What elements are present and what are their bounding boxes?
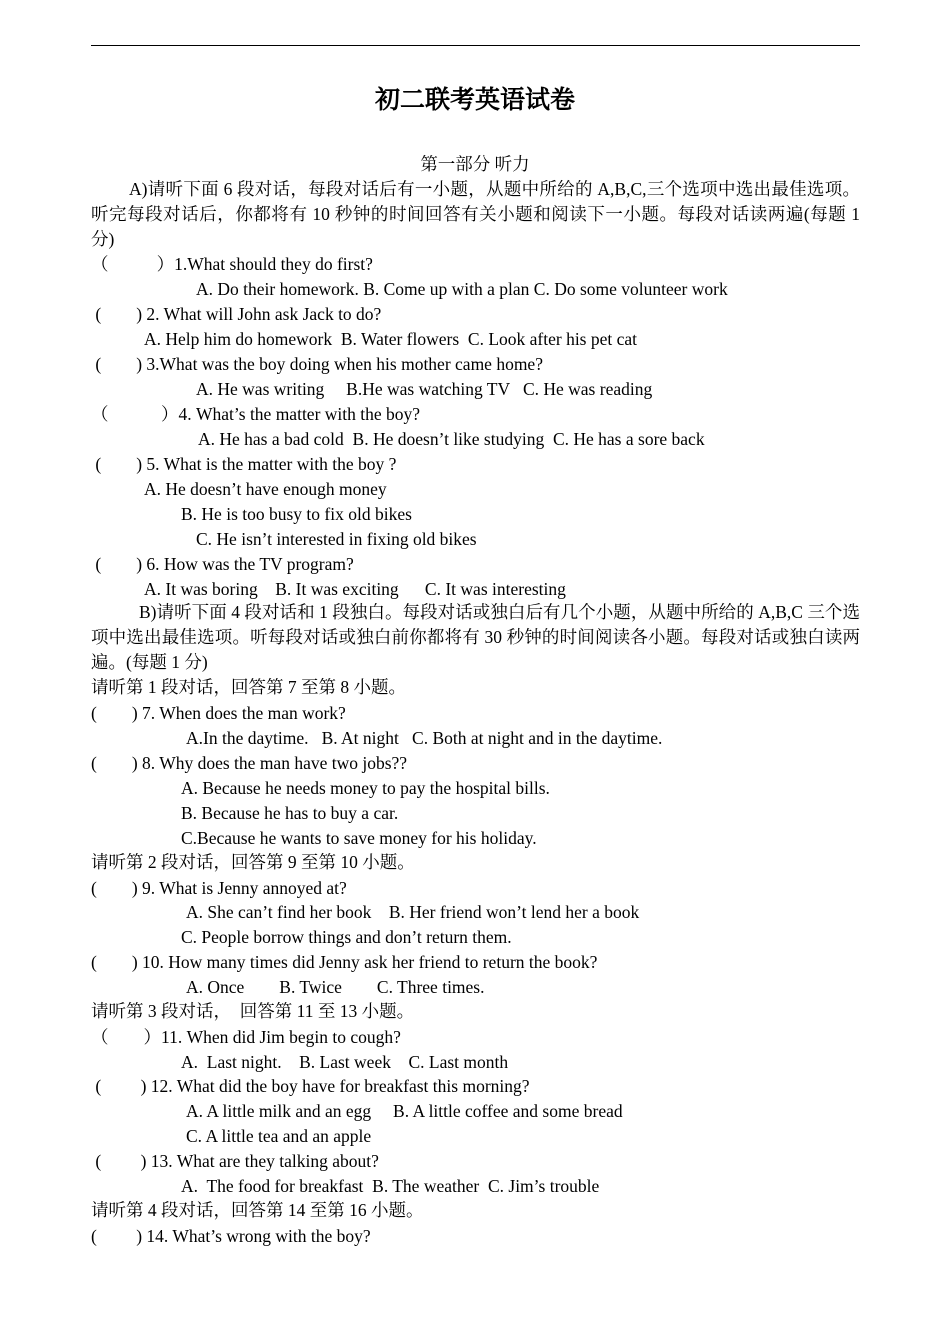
q8-option-c: C.Because he wants to save money for his holiday.	[181, 828, 537, 848]
q4-stem: （ ）4. What’s the matter with the boy?	[91, 404, 421, 424]
q12-stem: ( ) 12. What did the boy have for breakfast this morning?	[91, 1076, 530, 1096]
q14-stem: ( ) 14. What’s wrong with the boy?	[91, 1226, 371, 1246]
q12-option-c: C. A little tea and an apple	[186, 1126, 372, 1146]
q5-option-c: C. He isn’t interested in fixing old bikes	[196, 529, 477, 549]
section-b-instructions: B)请听下面 4 段对话和 1 段独白。每段对话或独白后有几个小题，从题中所给的 A,B,C 三个选项中选出最佳选项。听每段对话或独白前你都将有 30 秒钟的时间阅读各小题。每段对话或独白读两遍。(每题 1 分)	[91, 602, 860, 672]
q4-options: A. He has a bad cold B. He doesn’t like studying C. He has a sore back	[198, 429, 705, 449]
part1-heading: 第一部分 听力	[420, 154, 530, 174]
q8-option-b: B. Because he has to buy a car.	[181, 803, 399, 823]
q2-stem: ( ) 2. What will John ask Jack to do?	[91, 304, 382, 324]
dialog3-heading: 请听第 3 段对话， 回答第 11 至 13 小题。	[91, 1001, 415, 1021]
q13-stem: ( ) 13. What are they talking about?	[91, 1151, 379, 1171]
q5-stem: ( ) 5. What is the matter with the boy ?	[91, 454, 397, 474]
dialog4-heading: 请听第 4 段对话，回答第 14 至第 16 小题。	[91, 1200, 424, 1220]
q5-option-b: B. He is too busy to fix old bikes	[181, 504, 412, 524]
q6-options: A. It was boring B. It was exciting C. It was interesting	[144, 579, 566, 599]
q2-options: A. Help him do homework B. Water flowers C. Look after his pet cat	[144, 329, 638, 349]
header-rule	[91, 45, 860, 46]
q11-stem: （ ）11. When did Jim begin to cough?	[91, 1027, 401, 1047]
section-a-instructions: A)请听下面 6 段对话，每段对话后有一小题，从题中所给的 A,B,C,三个选项中选出最佳选项。听完每段对话后，你都将有 10 秒钟的时间回答有关小题和阅读下一小题。每段对话读两遍(每题 1 分)	[91, 179, 860, 249]
q9-options-ab: A. She can’t find her book B. Her friend won’t lend her a book	[186, 902, 640, 922]
dialog2-heading: 请听第 2 段对话，回答第 9 至第 10 小题。	[91, 852, 415, 872]
q8-stem: ( ) 8. Why does the man have two jobs??	[91, 753, 408, 773]
q5-option-a: A. He doesn’t have enough money	[144, 479, 387, 499]
q3-options: A. He was writing B.He was watching TV C. He was reading	[196, 379, 653, 399]
q1-stem: （ ）1.What should they do first?	[91, 254, 373, 274]
q13-options: A. The food for breakfast B. The weather C. Jim’s trouble	[181, 1176, 600, 1196]
q9-option-c: C. People borrow things and don’t return them.	[181, 927, 512, 947]
q11-options: A. Last night. B. Last week C. Last month	[181, 1052, 509, 1072]
q7-stem: ( ) 7. When does the man work?	[91, 703, 346, 723]
q9-stem: ( ) 9. What is Jenny annoyed at?	[91, 878, 347, 898]
q6-stem: ( ) 6. How was the TV program?	[91, 554, 354, 574]
q10-options: A. Once B. Twice C. Three times.	[186, 977, 485, 997]
q3-stem: ( ) 3.What was the boy doing when his mother came home?	[91, 354, 543, 374]
exam-title: 初二联考英语试卷	[374, 85, 575, 114]
q8-option-a: A. Because he needs money to pay the hospital bills.	[181, 778, 550, 798]
q1-options: A. Do their homework. B. Come up with a plan C. Do some volunteer work	[196, 279, 728, 299]
q12-options-ab: A. A little milk and an egg B. A little coffee and some bread	[186, 1101, 623, 1121]
q7-options: A.In the daytime. B. At night C. Both at night and in the daytime.	[186, 728, 663, 748]
q10-stem: ( ) 10. How many times did Jenny ask her friend to return the book?	[91, 952, 598, 972]
dialog1-heading: 请听第 1 段对话，回答第 7 至第 8 小题。	[91, 677, 406, 697]
